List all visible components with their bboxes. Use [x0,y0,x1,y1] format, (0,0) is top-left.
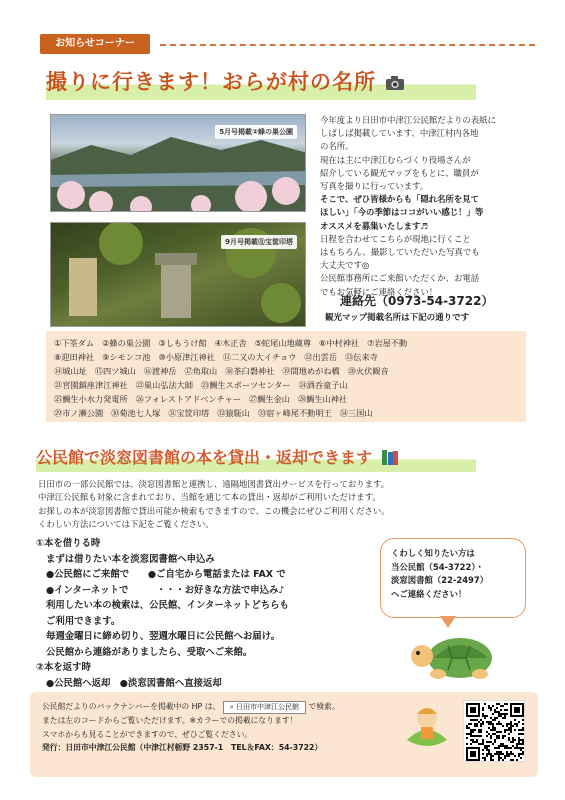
landmark-row [54,350,518,364]
leaf-boy-icon [405,700,449,752]
landmark-name: ⑦岩屋不動 [367,338,408,348]
landmark-name: ㉙市ノ瀬公園 [54,408,104,418]
search-box[interactable] [223,701,306,714]
step-line: ●公民館へ返却 ●淡窓図書館へ直接返却 [46,677,222,689]
intro-line: しばしば掲載しています、中津江村内各地 [320,128,479,139]
landmark-name: ②蜂の巣公園 [102,338,151,348]
intro-line: 公民館事務所にご来館いただくか、お電話 [320,273,480,284]
landmark-name: ⑱茶臼磐神社 [225,366,275,376]
intro-line: ほしい」「今の季節はココがいい感じ！」等 [320,207,484,218]
intro-line: でもお気軽にご連絡ください！ [320,286,438,297]
landmark-name: ㉝宿ヶ峰尾不動明王 [258,408,332,418]
lending-steps [36,536,366,691]
section1-intro [320,114,520,299]
landmark-name: ⑯渡神岳 [143,366,177,376]
landmark-name: ㉑宮園鎮座津江神社 [54,380,128,390]
step-line: 利用したい本の検索は、公民館、インターネットどちらも [46,600,289,611]
library-intro-line: 日田市の一部公民館では、淡窓図書館と連携し、遠隔地図書貸出サービスを行っております。 [38,479,390,489]
intro-line: 紹介している観光マップをもとに、職員が [320,167,479,178]
landmark-name: ⑥中村神社 [319,338,360,348]
landmark-name: ⑬伝来寺 [345,352,378,362]
photo2-caption: 9月号掲載㉛宝筐印塔 [221,235,297,249]
contact-bubble [380,538,526,618]
intro-line: そこで、ぜひ皆様からも「隠れ名所を見て [320,194,479,205]
intro-line: の名所。 [320,141,354,152]
qr-code[interactable] [463,700,525,762]
step-line: ①本を借りる時 [36,538,101,549]
landmark-name: ⑲間地めがね橋 [282,366,340,376]
section1-title [46,66,476,100]
landmark-name: ⑫出雲岳 [304,352,338,362]
landmark-name: ③しもうけ館 [158,338,207,348]
landmark-name: ⑮四ツ城山 [94,366,136,376]
landmark-name: ㉘鯛生山神社 [297,394,348,404]
bubble-line: へご連絡ください！ [391,588,467,599]
footer-line1 [42,700,526,714]
landmark-name: ㉜猿駈山 [217,408,250,418]
landmark-name: ⑪二又の大イチョウ [222,352,297,362]
step-line: ●インターネットで ・・・お好きな方法で申込み♪ [46,584,285,596]
camera-icon [385,75,405,95]
contact-phone: 連絡先（0973-54-3722） [340,294,494,308]
step-line: ●公民館にご来館で ●ご自宅から電話または FAX で [46,569,286,580]
turtle-mascot-icon [408,624,500,682]
landmark-name: ①下筌ダム [54,338,95,348]
header-divider [160,44,535,46]
footer-line2: または左のコードからご覧いただけます。※カラーでの掲載になります！ [42,716,298,725]
landmark-name: ⑨シモンコ池 [102,352,151,362]
search-icon: ⌕ [229,703,236,711]
intro-line: 日程を合わせてこちらが現地に行くこと [320,233,471,244]
footer-panel [30,692,538,777]
landmark-name: ⑳火伏観音 [347,366,389,376]
step-line: 毎週金曜日に締め切り、翌週水曜日に公民館へお届け。 [46,631,281,642]
intro-line: オススメを募集いたします♬ [320,220,428,231]
landmark-name: ⑩小原津江神社 [158,352,215,362]
landmark-row [54,392,518,406]
landmark-name: ④木正舎 [214,338,247,348]
photo1-caption: 5月号掲載②蜂の巣公園 [215,125,297,139]
books-icon [381,448,399,470]
bubble-line: 当公民館（54-3722）・ [391,561,484,572]
section2-title [36,444,476,472]
bubble-line: くわしく知りたい方は [391,548,475,558]
intro-line: 写真を撮りに行っています。 [320,181,429,192]
footer-line3: スマホからも見ることができますので、ぜひご覧ください。 [42,729,253,739]
landmark-name: ⑧迎田神社 [54,352,95,362]
step-line: ②本を返す時 [36,662,91,673]
landmark-list [46,331,526,422]
issuer: 発行：日田市中津江公民館（中津江村栃野 2357-1 TEL＆FAX：54-3722） [42,743,323,752]
landmark-row [54,406,518,420]
landmark-name: ㉕鯛生小水力発電所 [54,394,128,404]
landmark-name: ㉒巣山弘法大師 [135,380,194,390]
landmark-row [54,336,518,350]
landmark-name: ㉓鯛生スポーツセンター [201,380,291,390]
corner-label: お知らせコーナー [40,34,150,54]
bubble-line: 淡窓図書館（22-2497） [391,575,489,585]
step-line: 公民館から連絡がありましたら、受取へご来館。 [46,646,253,658]
landmark-name: ㉖フォレストアドベンチャー [135,394,241,404]
landmark-name: ㉛宝筐印塔 [168,408,210,418]
landmark-name: ㉞三国山 [339,408,373,418]
intro-line: はもちろん、撮影していただいた写真でも [320,247,480,258]
map-note: 観光マップ掲載名所は下記の通りです [325,313,470,323]
landmark-name: ㉔酒呑童子山 [298,380,348,390]
library-intro-line: くわしい方法については下記をご覧ください。 [38,518,214,529]
library-intro-line: お探しの本が淡窓図書館で貸出可能か検索もできますので、この機会にぜひご利用ください。 [38,505,390,516]
intro-line: 現在は主に中津江むらづくり役場さんが [320,154,471,165]
library-intro-line: 中津江公民館も対象に含まれており、当館を通じて本の貸出・返却がご利用いただけます。 [38,492,381,503]
landmark-row [54,364,518,378]
stupa-photo [50,222,306,327]
dam-photo [50,114,306,212]
landmark-name: ㉚菊池七人塚 [111,408,161,418]
section1-title-text: 撮りに行きます！おらが村の名所 [46,70,376,94]
landmark-name: ⑤蛇尾山地蔵尊 [254,338,312,348]
landmark-row [54,378,518,392]
footer-line1-b: で検索。 [308,702,340,711]
intro-line: 今年度より日田市中津江公民館だよりの表紙に [320,115,496,125]
library-intro [38,478,528,531]
section2-title-text: 公民館で淡窓図書館の本を貸出・返却できます [36,448,373,467]
landmark-name: ㉗鯛生金山 [249,394,290,404]
intro-line: 大丈夫です◎ [320,260,370,271]
footer-line1-a: 公民館だよりのバックナンバーを掲載中の HP は、 [42,702,221,711]
landmark-name: ⑭城山址 [54,366,87,376]
landmark-name: ⑰角取山 [184,366,218,376]
step-line: ご利用できます。 [46,615,121,627]
step-line: まずは借りたい本を淡窓図書館へ申込み [46,553,215,565]
search-text: 日田市中津江公民館 [235,703,299,711]
